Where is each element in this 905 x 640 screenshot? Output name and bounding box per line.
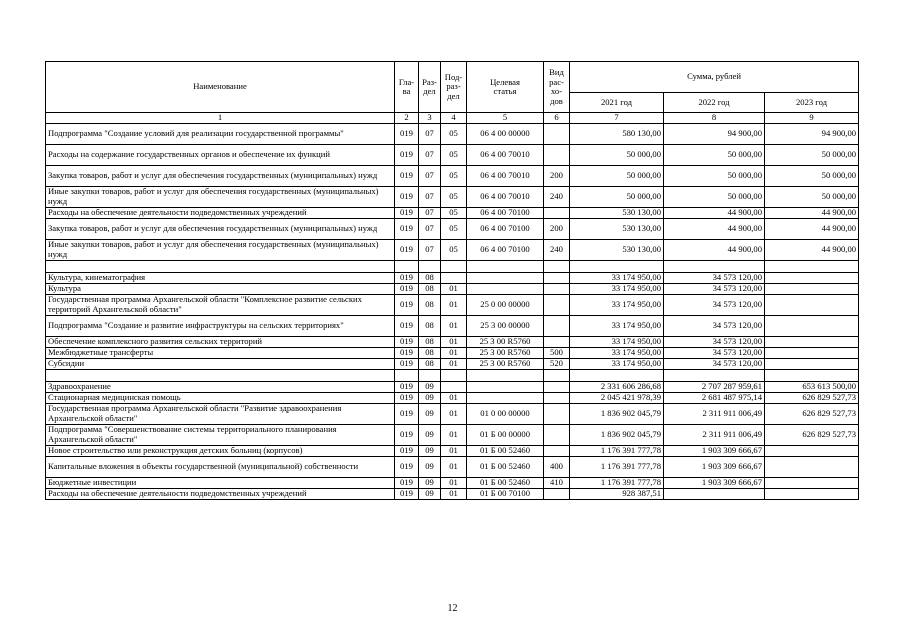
row-vid [544,207,570,218]
row-target: 01 Б 00 52460 [467,456,544,477]
row-glava: 019 [395,239,419,260]
row-glava: 019 [395,186,419,207]
col-number: 4 [441,113,467,124]
row-name: Культура, кинематография [46,272,395,283]
header-target: Целевая статья [467,62,544,113]
row-sum-2022: 34 573 120,00 [664,358,765,369]
row-vid: 200 [544,165,570,186]
row-name: Расходы на содержание государственных органов и обеспечение их функций [46,144,395,165]
row-sum-2022: 50 000,00 [664,165,765,186]
row-podrazdel: 01 [441,358,467,369]
col-number: 2 [395,113,419,124]
row-sum-2023 [765,456,859,477]
page-number: 12 [447,603,458,614]
row-podrazdel: 05 [441,218,467,239]
empty-cell [765,260,859,272]
row-name: Субсидии [46,358,395,369]
table-row [46,392,859,403]
row-vid [544,424,570,445]
row-vid [544,144,570,165]
header-row [46,62,859,93]
header-name: Наименование [46,62,395,113]
row-razdel: 09 [419,445,441,456]
row-vid [544,392,570,403]
row-glava: 019 [395,424,419,445]
row-sum-2021: 530 130,00 [570,207,664,218]
table-row [46,165,859,186]
row-podrazdel: 05 [441,186,467,207]
row-razdel: 07 [419,165,441,186]
row-target: 25 0 00 00000 [467,294,544,315]
empty-cell [664,260,765,272]
row-podrazdel: 01 [441,283,467,294]
table-row [46,477,859,488]
row-glava: 019 [395,445,419,456]
table-row [46,186,859,207]
row-podrazdel [441,381,467,392]
table-row [46,358,859,369]
row-sum-2021: 1 176 391 777,78 [570,456,664,477]
row-vid [544,381,570,392]
row-vid [544,403,570,424]
row-sum-2021: 1 836 902 045,79 [570,403,664,424]
row-target: 25 3 00 00000 [467,315,544,336]
row-razdel: 09 [419,477,441,488]
row-sum-2023 [765,283,859,294]
table-row [46,445,859,456]
col-number: 1 [46,113,395,124]
row-podrazdel: 01 [441,488,467,499]
row-podrazdel: 05 [441,207,467,218]
row-sum-2023: 626 829 527,73 [765,403,859,424]
row-sum-2021: 580 130,00 [570,123,664,144]
row-name: Обеспечение комплексного развития сельских территорий [46,336,395,347]
row-name: Иные закупки товаров, работ и услуг для обеспечения государственных (муниципальных) нужд [46,186,395,207]
table-row [46,123,859,144]
table-row [46,403,859,424]
row-vid [544,294,570,315]
row-podrazdel: 01 [441,315,467,336]
empty-cell [664,369,765,381]
row-sum-2023: 94 900,00 [765,123,859,144]
row-target: 06 4 00 70100 [467,218,544,239]
row-razdel: 08 [419,358,441,369]
row-glava: 019 [395,315,419,336]
row-razdel: 09 [419,403,441,424]
row-sum-2023 [765,445,859,456]
row-sum-2021: 33 174 950,00 [570,272,664,283]
row-podrazdel: 05 [441,144,467,165]
row-sum-2021: 33 174 950,00 [570,315,664,336]
row-razdel: 09 [419,424,441,445]
row-glava: 019 [395,477,419,488]
row-sum-2021: 33 174 950,00 [570,347,664,358]
row-sum-2022: 44 900,00 [664,218,765,239]
row-glava: 019 [395,218,419,239]
header-sum: Сумма, рублей [570,62,859,93]
row-razdel: 09 [419,392,441,403]
row-name: Закупка товаров, работ и услуг для обеспечения государственных (муниципальных) нужд [46,218,395,239]
row-sum-2022: 94 900,00 [664,123,765,144]
table-row [46,239,859,260]
row-glava: 019 [395,392,419,403]
row-sum-2023: 626 829 527,73 [765,392,859,403]
row-vid [544,445,570,456]
table-row [46,336,859,347]
row-target [467,272,544,283]
row-sum-2021: 1 836 902 045,79 [570,424,664,445]
row-glava: 019 [395,294,419,315]
row-vid [544,336,570,347]
row-name: Стационарная медицинская помощь [46,392,395,403]
row-glava: 019 [395,336,419,347]
row-target: 01 Б 00 00000 [467,424,544,445]
row-podrazdel: 01 [441,445,467,456]
row-razdel: 08 [419,294,441,315]
row-glava: 019 [395,488,419,499]
row-podrazdel: 01 [441,347,467,358]
row-podrazdel: 01 [441,392,467,403]
col-number: 5 [467,113,544,124]
row-glava: 019 [395,283,419,294]
row-name: Закупка товаров, работ и услуг для обеспечения государственных (муниципальных) нужд [46,165,395,186]
row-podrazdel: 01 [441,403,467,424]
empty-cell [46,260,395,272]
row-glava: 019 [395,165,419,186]
table-row [46,218,859,239]
row-razdel: 08 [419,315,441,336]
column-numbers-row [46,113,859,124]
header-vid: Вид рас- хо- дов [544,62,570,113]
row-sum-2023 [765,272,859,283]
row-target: 01 Б 00 70100 [467,488,544,499]
header-razdel: Раз- дел [419,62,441,113]
row-sum-2021: 50 000,00 [570,186,664,207]
row-sum-2022: 1 903 309 666,67 [664,445,765,456]
table-row [46,381,859,392]
row-podrazdel: 01 [441,424,467,445]
row-podrazdel: 01 [441,294,467,315]
row-sum-2021: 33 174 950,00 [570,283,664,294]
row-glava: 019 [395,207,419,218]
row-sum-2022: 34 573 120,00 [664,347,765,358]
row-podrazdel [441,272,467,283]
row-sum-2022: 34 573 120,00 [664,272,765,283]
row-razdel: 07 [419,186,441,207]
row-vid: 520 [544,358,570,369]
row-sum-2023: 50 000,00 [765,144,859,165]
table-row [46,456,859,477]
table-row [46,315,859,336]
row-name: Подпрограмма "Создание условий для реализации государственной программы" [46,123,395,144]
row-vid: 240 [544,239,570,260]
row-razdel: 09 [419,456,441,477]
empty-cell [467,260,544,272]
row-sum-2023: 44 900,00 [765,218,859,239]
row-sum-2021: 50 000,00 [570,144,664,165]
empty-cell [395,369,419,381]
table-row [46,144,859,165]
row-target: 06 4 00 70100 [467,207,544,218]
table-row [46,294,859,315]
row-target: 25 3 00 R5760 [467,336,544,347]
row-sum-2021: 2 045 421 978,39 [570,392,664,403]
row-sum-2022: 34 573 120,00 [664,315,765,336]
row-vid: 500 [544,347,570,358]
row-vid: 200 [544,218,570,239]
table-row [46,207,859,218]
row-sum-2023 [765,294,859,315]
row-razdel: 08 [419,272,441,283]
row-sum-2022: 44 900,00 [664,207,765,218]
row-target: 06 4 00 70100 [467,239,544,260]
row-glava: 019 [395,123,419,144]
row-sum-2021: 1 176 391 777,78 [570,477,664,488]
row-sum-2023: 50 000,00 [765,186,859,207]
col-number: 8 [664,113,765,124]
row-sum-2023: 44 900,00 [765,239,859,260]
row-target [467,392,544,403]
empty-cell [441,369,467,381]
row-name: Межбюджетные трансферты [46,347,395,358]
empty-cell [467,369,544,381]
row-sum-2023: 50 000,00 [765,165,859,186]
row-target [467,381,544,392]
empty-cell [544,260,570,272]
row-sum-2021: 33 174 950,00 [570,294,664,315]
row-sum-2021: 50 000,00 [570,165,664,186]
row-razdel: 07 [419,239,441,260]
row-sum-2021: 1 176 391 777,78 [570,445,664,456]
row-target: 25 3 00 R5760 [467,347,544,358]
row-sum-2021: 530 130,00 [570,239,664,260]
row-sum-2023: 653 613 500,00 [765,381,859,392]
row-glava: 019 [395,358,419,369]
row-podrazdel: 05 [441,123,467,144]
row-podrazdel: 05 [441,165,467,186]
row-vid: 240 [544,186,570,207]
row-sum-2023: 44 900,00 [765,207,859,218]
empty-cell [570,369,664,381]
header-year-2022: 2022 год [664,93,765,113]
row-sum-2021: 33 174 950,00 [570,336,664,347]
empty-cell [419,260,441,272]
empty-cell [419,369,441,381]
row-sum-2023 [765,347,859,358]
row-name: Здравоохранение [46,381,395,392]
empty-cell [544,369,570,381]
empty-row [46,369,859,381]
row-name: Новое строительство или реконструкция детских больниц (корпусов) [46,445,395,456]
row-sum-2022 [664,488,765,499]
col-number: 6 [544,113,570,124]
row-vid: 410 [544,477,570,488]
row-podrazdel: 01 [441,336,467,347]
row-sum-2022: 44 900,00 [664,239,765,260]
row-razdel: 07 [419,144,441,165]
col-number: 9 [765,113,859,124]
row-sum-2022: 2 681 487 975,14 [664,392,765,403]
row-sum-2022: 50 000,00 [664,186,765,207]
row-target: 01 Б 00 52460 [467,477,544,488]
row-glava: 019 [395,347,419,358]
row-target: 06 4 00 70010 [467,165,544,186]
row-sum-2022: 50 000,00 [664,144,765,165]
row-sum-2021: 530 130,00 [570,218,664,239]
table-row [46,488,859,499]
row-glava: 019 [395,144,419,165]
row-podrazdel: 05 [441,239,467,260]
row-name: Государственная программа Архангельской области "Развитие здравоохранения Архангельской области" [46,403,395,424]
row-sum-2023 [765,315,859,336]
table-row [46,283,859,294]
row-sum-2023: 626 829 527,73 [765,424,859,445]
row-sum-2022: 34 573 120,00 [664,336,765,347]
row-target [467,283,544,294]
header-podrazdel: Под- раз- дел [441,62,467,113]
row-target: 06 4 00 00000 [467,123,544,144]
row-razdel: 07 [419,123,441,144]
header-year-2023: 2023 год [765,93,859,113]
row-vid [544,283,570,294]
empty-row [46,260,859,272]
row-name: Бюджетные инвестиции [46,477,395,488]
row-razdel: 08 [419,283,441,294]
col-number: 7 [570,113,664,124]
row-vid [544,315,570,336]
row-razdel: 09 [419,381,441,392]
row-razdel: 08 [419,347,441,358]
row-name: Государственная программа Архангельской области "Комплексное развитие сельских территорий Архангельской области" [46,294,395,315]
table-row [46,347,859,358]
table-row [46,272,859,283]
row-target: 06 4 00 70010 [467,144,544,165]
row-sum-2022: 1 903 309 666,67 [664,477,765,488]
row-name: Иные закупки товаров, работ и услуг для обеспечения государственных (муниципальных) нужд [46,239,395,260]
row-sum-2022: 2 311 911 006,49 [664,403,765,424]
row-podrazdel: 01 [441,456,467,477]
budget-table [45,61,859,500]
col-number: 3 [419,113,441,124]
empty-cell [570,260,664,272]
row-target: 01 Б 00 52460 [467,445,544,456]
row-sum-2021: 2 331 606 286,68 [570,381,664,392]
row-sum-2021: 33 174 950,00 [570,358,664,369]
row-sum-2022: 34 573 120,00 [664,283,765,294]
empty-cell [765,369,859,381]
empty-cell [441,260,467,272]
row-razdel: 07 [419,218,441,239]
row-podrazdel: 01 [441,477,467,488]
row-sum-2021: 928 387,51 [570,488,664,499]
row-target: 25 3 00 R5760 [467,358,544,369]
row-razdel: 07 [419,207,441,218]
row-sum-2023 [765,358,859,369]
header-year-2021: 2021 год [570,93,664,113]
row-target: 01 0 00 00000 [467,403,544,424]
row-glava: 019 [395,272,419,283]
row-name: Расходы на обеспечение деятельности подведомственных учреждений [46,207,395,218]
row-sum-2023 [765,477,859,488]
row-razdel: 09 [419,488,441,499]
empty-cell [46,369,395,381]
row-sum-2022: 34 573 120,00 [664,294,765,315]
empty-cell [395,260,419,272]
row-name: Расходы на обеспечение деятельности подведомственных учреждений [46,488,395,499]
row-name: Культура [46,283,395,294]
row-name: Подпрограмма "Совершенствование системы территориального планирования Архангельской области" [46,424,395,445]
row-vid: 400 [544,456,570,477]
row-razdel: 08 [419,336,441,347]
row-vid [544,272,570,283]
row-name: Подпрограмма "Создание и развитие инфраструктуры на сельских территориях" [46,315,395,336]
row-vid [544,123,570,144]
row-glava: 019 [395,403,419,424]
row-glava: 019 [395,381,419,392]
row-sum-2022: 1 903 309 666,67 [664,456,765,477]
row-target: 06 4 00 70010 [467,186,544,207]
table-row [46,424,859,445]
row-name: Капитальные вложения в объекты государственной (муниципальной) собственности [46,456,395,477]
row-sum-2023 [765,488,859,499]
row-sum-2022: 2 707 287 959,61 [664,381,765,392]
header-glava: Гла- ва [395,62,419,113]
row-glava: 019 [395,456,419,477]
row-sum-2023 [765,336,859,347]
row-sum-2022: 2 311 911 006,49 [664,424,765,445]
row-vid [544,488,570,499]
